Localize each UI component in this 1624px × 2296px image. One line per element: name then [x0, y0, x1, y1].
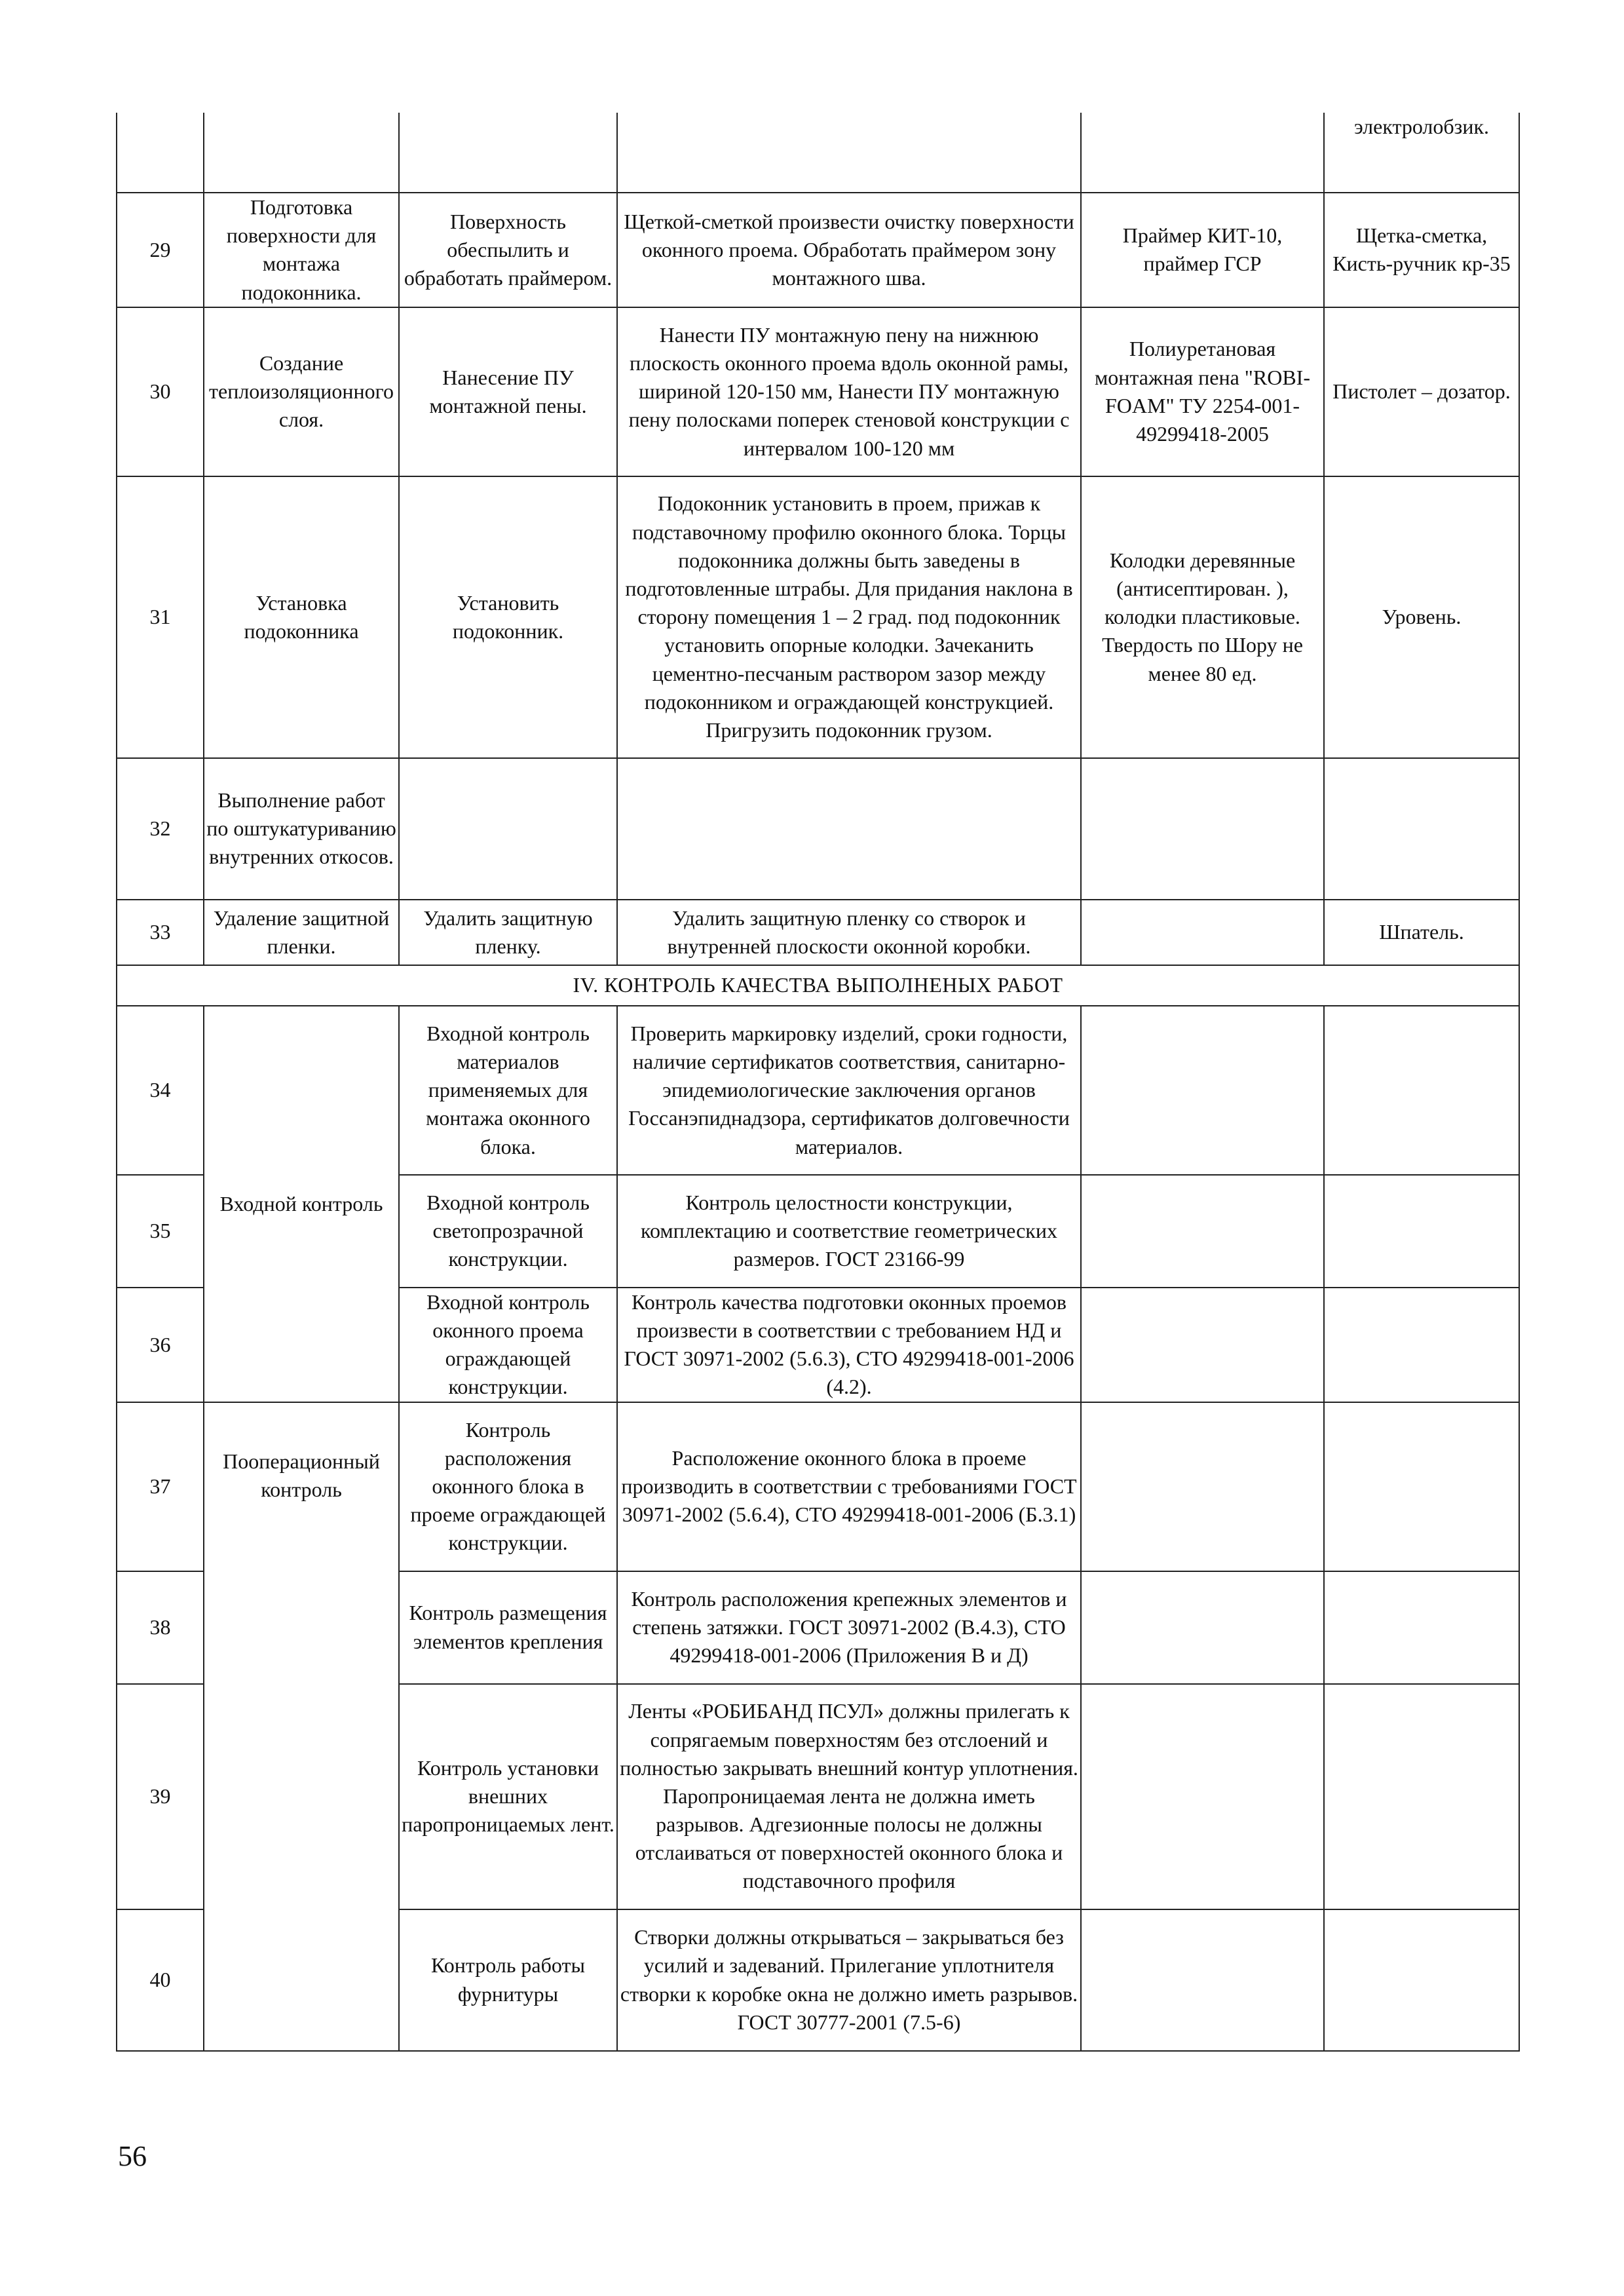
tool-cell: электролобзик.: [1324, 113, 1519, 193]
stage-cell: Создание теплоизоляционного слоя.: [204, 307, 399, 476]
operation-cell: Контроль расположения оконного блока в проеме ограждающей конструкции.: [399, 1402, 617, 1571]
row-number: 37: [117, 1402, 204, 1571]
table-row: [117, 1402, 1519, 1571]
group-input-control: Входной контроль: [204, 1006, 399, 1402]
description-cell: Щеткой-сметкой произвести очистку поверхности оконного проема. Обработать праймером зону монтажного шва.: [617, 193, 1081, 307]
group-operational-control: Пооперационный контроль: [204, 1402, 399, 2051]
operation-cell: Контроль установки внешних паропроницаемых лент.: [399, 1684, 617, 1909]
row-number: 31: [117, 476, 204, 758]
table-row: [117, 1006, 1519, 1175]
row-number: 40: [117, 1909, 204, 2051]
tool-cell: Щетка-сметка, Кисть-ручник кр-35: [1324, 193, 1519, 307]
stage-cell: Подготовка поверхности для монтажа подоконника.: [204, 193, 399, 307]
section-header-row: [117, 965, 1519, 1006]
material-cell: Полиуретановая монтажная пена "ROBI-FOAM" ТУ 2254-001-49299418-2005: [1081, 307, 1324, 476]
section-title: IV. КОНТРОЛЬ КАЧЕСТВА ВЫПОЛНЕНЫХ РАБОТ: [117, 965, 1519, 1006]
description-cell: Расположение оконного блока в проеме производить в соответствии с требованиями ГОСТ 30971-2002 (5.6.4), СТО 49299418-001-2006 (Б.3.1): [617, 1402, 1081, 1571]
description-cell: Контроль целостности конструкции, комплектацию и соответствие геометрических размеров. ГОСТ 23166-99: [617, 1175, 1081, 1288]
operation-cell: Входной контроль светопрозрачной конструкции.: [399, 1175, 617, 1288]
tool-cell: Уровень.: [1324, 476, 1519, 758]
page-number: 56: [118, 2140, 147, 2172]
description-cell: Проверить маркировку изделий, сроки годности, наличие сертификатов соответствия, санитарно-эпидемиологические заключения органов Госсанэпиднадзора, сертификатов долговечности материалов.: [617, 1006, 1081, 1175]
description-cell: Ленты «РОБИБАНД ПСУЛ» должны прилегать к сопрягаемым поверхностям без отслоений и полностью закрывать внешний контур уплотнения. Паропроницаемая лента не должна иметь разрывов. Адгезионные полосы не должны отслаиваться от поверхностей оконного блока и подставочного профиля: [617, 1684, 1081, 1909]
stage-cell: Установка подоконника: [204, 476, 399, 758]
table-row: [117, 900, 1519, 965]
table-row: [117, 758, 1519, 900]
stage-cell: Удаление защитной пленки.: [204, 900, 399, 965]
row-number: 36: [117, 1288, 204, 1402]
table-row: [117, 193, 1519, 307]
operation-cell: Контроль работы фурнитуры: [399, 1909, 617, 2051]
material-cell: Праймер КИТ-10, праймер ГСР: [1081, 193, 1324, 307]
operation-cell: Входной контроль материалов применяемых для монтажа оконного блока.: [399, 1006, 617, 1175]
operation-cell: Нанесение ПУ монтажной пены.: [399, 307, 617, 476]
operation-cell: Поверхность обеспылить и обработать праймером.: [399, 193, 617, 307]
tool-cell: Пистолет – дозатор.: [1324, 307, 1519, 476]
description-cell: Нанести ПУ монтажную пену на нижнюю плоскость оконного проема вдоль оконной рамы, шириной 120-150 мм, Нанести ПУ монтажную пену полосками поперек стеновой конструкции с интервалом 100-120 мм: [617, 307, 1081, 476]
table-row: [117, 113, 1519, 193]
row-number: 30: [117, 307, 204, 476]
operation-cell: Удалить защитную пленку.: [399, 900, 617, 965]
table-row: [117, 476, 1519, 758]
operation-cell: Установить подоконник.: [399, 476, 617, 758]
row-number: 39: [117, 1684, 204, 1909]
row-number: 38: [117, 1571, 204, 1684]
row-number: 29: [117, 193, 204, 307]
row-number: 34: [117, 1006, 204, 1175]
description-cell: Подоконник установить в проем, прижав к подставочному профилю оконного блока. Торцы подоконника должны быть заведены в подготовленные штрабы. Для придания наклона в сторону помещения 1 – 2 град. под подоконник установить опорные колодки. Зачеканить цементно-песчаным раствором зазор между подоконником и ограждающей конструкцией. Пригрузить подоконник грузом.: [617, 476, 1081, 758]
stage-cell: Выполнение работ по оштукатуриванию внутренних откосов.: [204, 758, 399, 900]
row-number: 33: [117, 900, 204, 965]
row-number: 35: [117, 1175, 204, 1288]
table-row: [117, 307, 1519, 476]
description-cell: Створки должны открываться – закрываться без усилий и задеваний. Прилегание уплотнителя створки к коробке окна не должно иметь разрывов. ГОСТ 30777-2001 (7.5-6): [617, 1909, 1081, 2051]
description-cell: Удалить защитную пленку со створок и внутренней плоскости оконной коробки.: [617, 900, 1081, 965]
row-number: 32: [117, 758, 204, 900]
description-cell: Контроль качества подготовки оконных проемов произвести в соответствии с требованием НД и ГОСТ 30971-2002 (5.6.3), СТО 49299418-001-2006 (4.2).: [617, 1288, 1081, 1402]
material-cell: Колодки деревянные (антисептирован. ), колодки пластиковые. Твердость по Шору не менее 80 ед.: [1081, 476, 1324, 758]
description-cell: Контроль расположения крепежных элементов и степень затяжки. ГОСТ 30971-2002 (В.4.3), СТО 49299418-001-2006 (Приложения В и Д): [617, 1571, 1081, 1684]
work-table: [116, 113, 1520, 2052]
operation-cell: Входной контроль оконного проема ограждающей конструкции.: [399, 1288, 617, 1402]
tool-cell: Шпатель.: [1324, 900, 1519, 965]
operation-cell: Контроль размещения элементов крепления: [399, 1571, 617, 1684]
